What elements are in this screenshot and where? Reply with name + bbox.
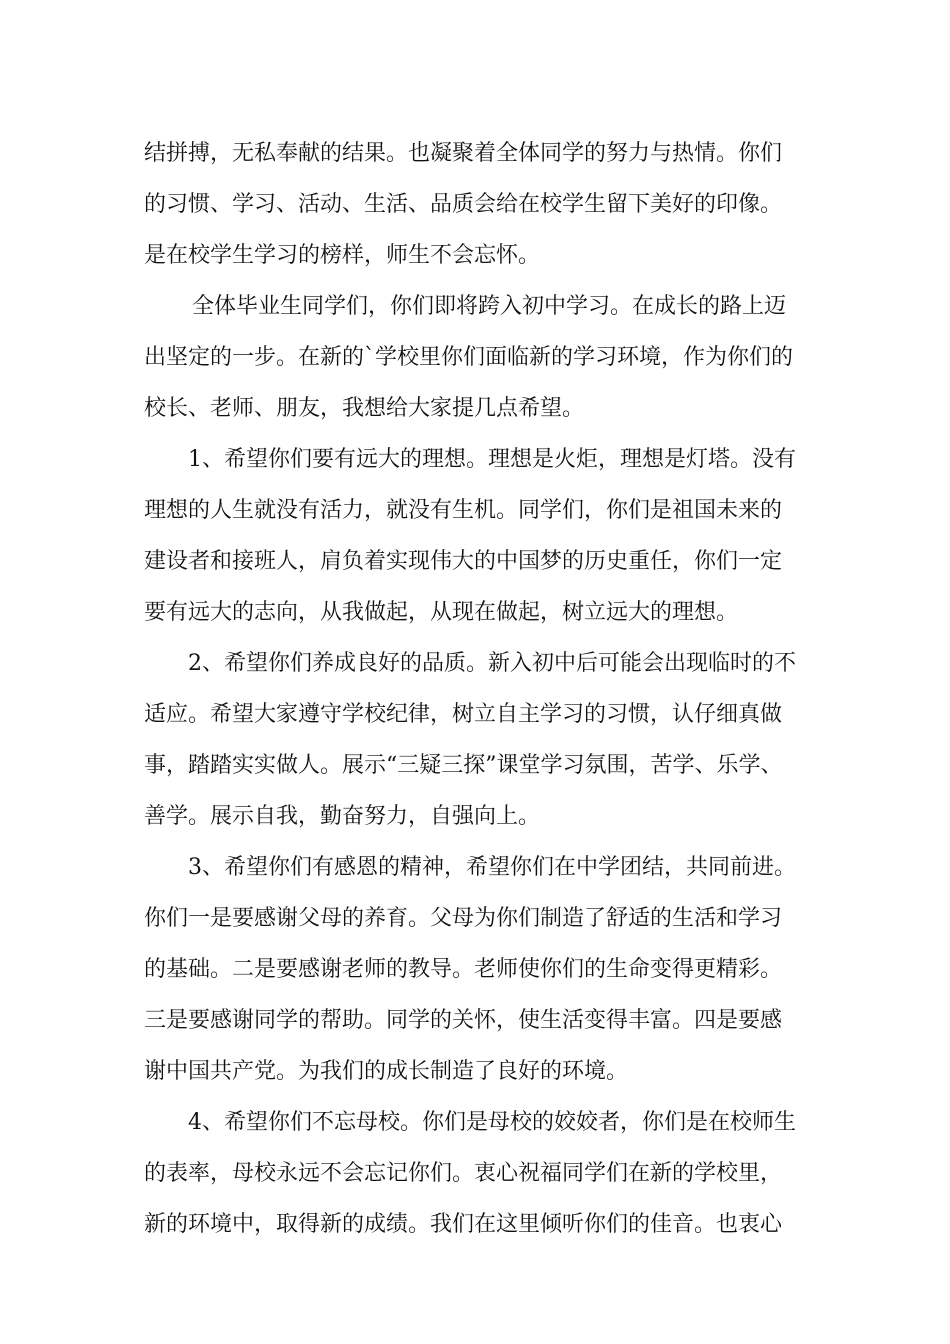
text-line: 新的环境中，取得新的成绩。我们在这里倾听你们的佳音。也衷心 [144,1212,783,1237]
text-line: 三是要感谢同学的帮助。同学的关怀，使生活变得丰富。四是要感 [144,1008,783,1033]
text-line: 你们一是要感谢父母的养育。父母为你们制造了舒适的生活和学习 [144,906,783,931]
text-line: 3、希望你们有感恩的精神，希望你们在中学团结，共同前进。 [188,855,796,880]
paragraph [144,1097,844,1250]
text-line: 谢中国共产党。为我们的成长制造了良好的环境。 [144,1059,629,1084]
document-body [144,128,844,1250]
paragraph [144,434,844,638]
text-line: 2、希望你们养成良好的品质。新入初中后可能会出现临时的不 [188,651,796,676]
paragraph [144,128,844,281]
paragraph [144,842,844,1097]
text-line: 善学。展示自我，勤奋努力，自强向上。 [144,804,541,829]
paragraph [144,638,844,842]
text-line: 事，踏踏实实做人。展示“三疑三探”课堂学习氛围，苦学、乐学、 [144,753,783,778]
text-line: 的基础。二是要感谢老师的教导。老师使你们的生命变得更精彩。 [144,957,783,982]
text-line: 出坚定的一步。在新的`学校里你们面临新的学习环境，作为你们的 [144,345,794,370]
text-line: 要有远大的志向，从我做起，从现在做起，树立远大的理想。 [144,600,739,625]
text-line: 理想的人生就没有活力，就没有生机。同学们，你们是祖国未来的 [144,498,783,523]
text-line: 建设者和接班人，肩负着实现伟大的中国梦的历史重任，你们一定 [144,549,783,574]
text-line: 4、希望你们不忘母校。你们是母校的姣姣者，你们是在校师生 [188,1110,796,1135]
text-line: 的习惯、学习、活动、生活、品质会给在校学生留下美好的印像。 [144,192,783,217]
text-line: 1、希望你们要有远大的理想。理想是火炬，理想是灯塔。没有 [188,447,796,472]
text-line: 的表率，母校永远不会忘记你们。衷心祝福同学们在新的学校里， [144,1161,783,1186]
text-line: 校长、老师、朋友，我想给大家提几点希望。 [144,396,585,421]
text-line: 适应。希望大家遵守学校纪律，树立自主学习的习惯，认仔细真做 [144,702,783,727]
text-line: 是在校学生学习的榜样，师生不会忘怀。 [144,243,541,268]
text-line: 全体毕业生同学们，你们即将跨入初中学习。在成长的路上迈 [192,294,787,319]
text-line: 结拼搏，无私奉献的结果。也凝聚着全体同学的努力与热情。你们 [144,141,783,166]
paragraph [144,281,844,434]
